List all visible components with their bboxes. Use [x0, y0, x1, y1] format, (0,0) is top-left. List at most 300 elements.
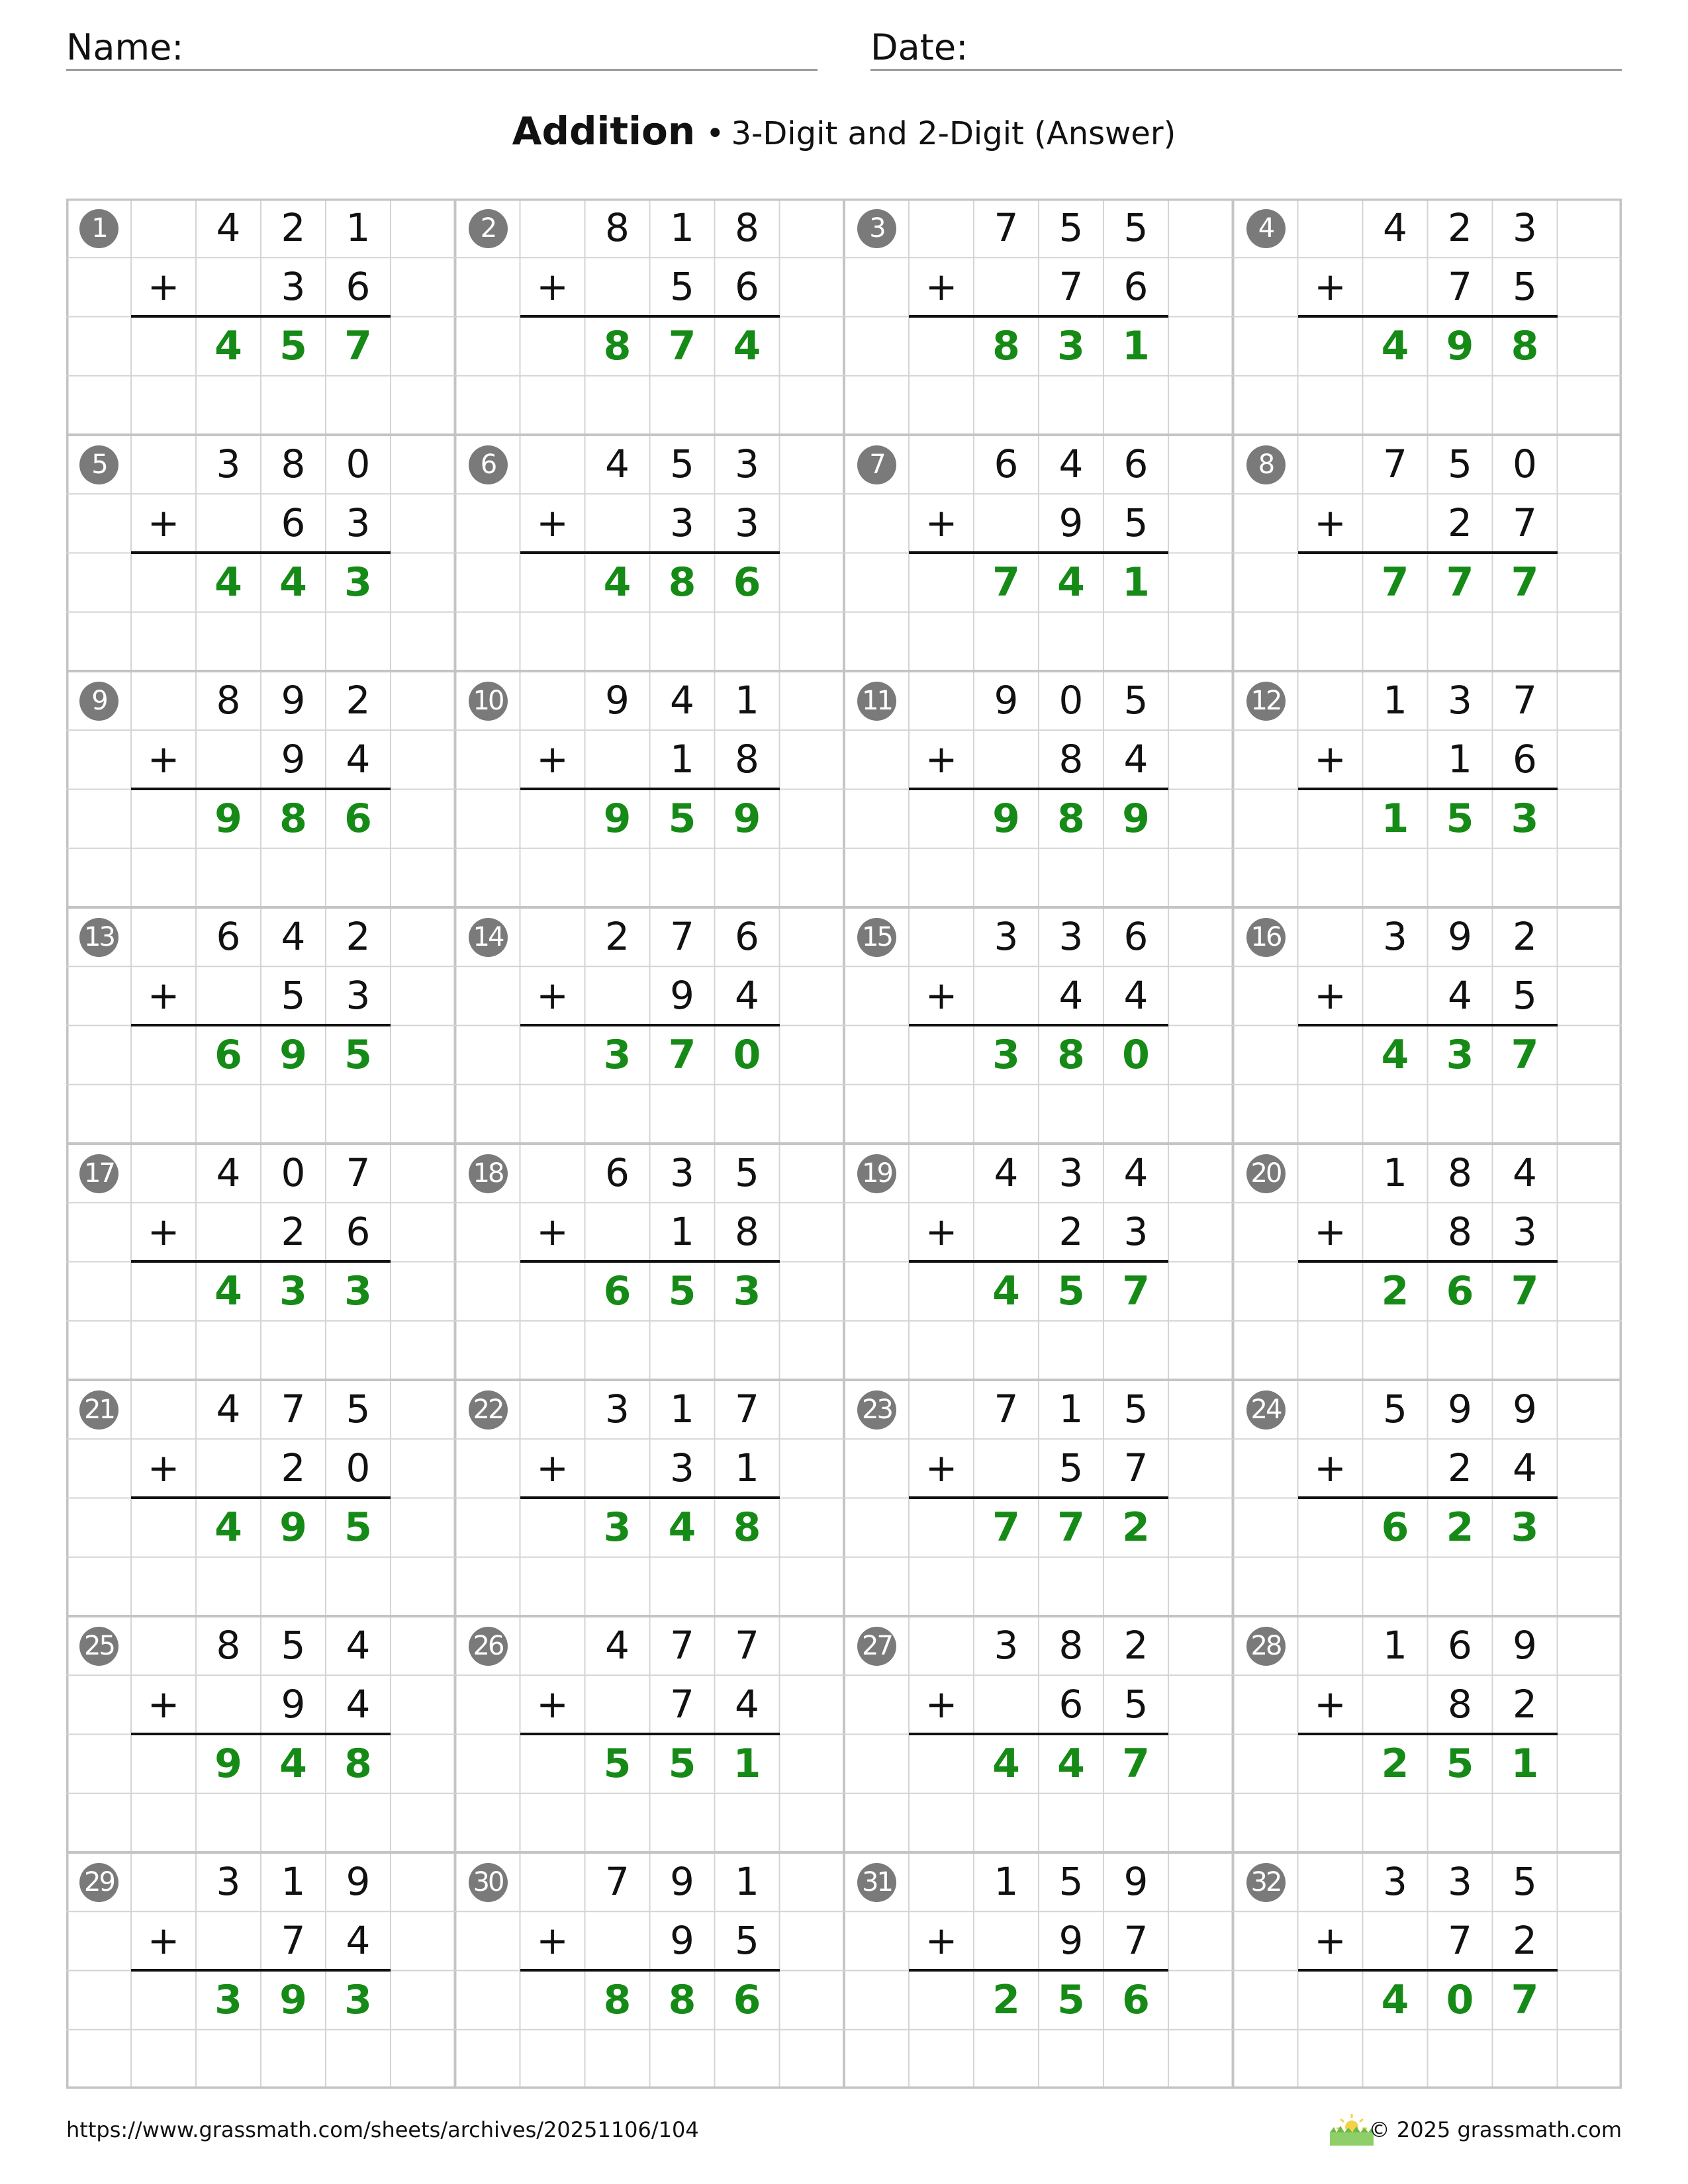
answer-digit: 3: [1511, 1504, 1539, 1551]
addend-top-digit: 9: [1448, 1387, 1472, 1432]
addend-bottom-digit: 2: [1513, 1682, 1537, 1727]
problem-8: [1233, 435, 1622, 671]
addend-bottom-digit: 3: [735, 500, 759, 546]
answer-digit: 8: [279, 795, 307, 842]
addend-top-digit: 5: [346, 1387, 371, 1432]
addend-bottom-digit: 4: [346, 1682, 371, 1727]
addend-top-digit: 1: [1383, 1150, 1407, 1195]
addend-top-digit: 5: [670, 441, 694, 486]
answer-digit: 4: [733, 322, 761, 369]
answer-digit: 8: [668, 559, 696, 606]
addend-bottom-digit: 6: [346, 264, 371, 310]
answer-digit: 9: [992, 795, 1020, 842]
answer-digit: 5: [344, 1504, 372, 1551]
plus-operator: +: [147, 1682, 180, 1727]
answer-digit: 7: [992, 1504, 1020, 1551]
addend-top-digit: 3: [1058, 1150, 1084, 1195]
problem-number-badge: 24: [1246, 1390, 1286, 1430]
title-separator: •: [706, 115, 725, 152]
answer-digit: 4: [992, 1267, 1020, 1314]
problem-number-badge: 13: [79, 918, 118, 957]
addend-top-digit: 4: [605, 1623, 630, 1668]
addend-top-digit: 3: [216, 441, 241, 486]
addend-bottom-digit: 6: [1058, 1682, 1084, 1727]
answer-digit: 5: [344, 1031, 372, 1078]
addend-bottom-digit: 7: [1513, 500, 1537, 546]
addend-top-digit: 1: [670, 205, 694, 250]
problem-number-badge: 27: [857, 1627, 896, 1666]
addend-bottom-digit: 7: [1123, 1918, 1149, 1964]
problem-17: [66, 1144, 455, 1380]
answer-digit: 4: [214, 559, 242, 606]
answer-digit: 3: [603, 1031, 632, 1078]
addend-top-digit: 8: [216, 678, 241, 723]
plus-operator: +: [147, 1918, 180, 1964]
addend-top-digit: 8: [1448, 1150, 1472, 1195]
sum-line: [1298, 1024, 1558, 1026]
problem-number-badge: 29: [79, 1863, 118, 1902]
answer-digit: 4: [603, 559, 632, 606]
addend-top-digit: 1: [735, 1859, 759, 1904]
answer-digit: 1: [1511, 1740, 1539, 1787]
problem-number-badge: 2: [469, 209, 508, 248]
plus-operator: +: [1314, 264, 1346, 310]
plus-operator: +: [147, 737, 180, 782]
answer-digit: 2: [1446, 1504, 1474, 1551]
problem-16: [1233, 907, 1622, 1144]
addend-top-digit: 3: [1448, 678, 1472, 723]
problem-2: [455, 199, 845, 435]
addend-top-digit: 4: [1123, 1150, 1149, 1195]
addend-top-digit: 7: [994, 205, 1019, 250]
sum-line: [909, 551, 1168, 554]
addend-top-digit: 4: [605, 441, 630, 486]
plus-operator: +: [536, 1209, 569, 1255]
addend-top-digit: 3: [735, 441, 759, 486]
addend-top-digit: 2: [1513, 914, 1537, 959]
addend-top-digit: 2: [605, 914, 630, 959]
answer-digit: 6: [1122, 1976, 1150, 2023]
answer-digit: 7: [992, 559, 1020, 606]
plus-operator: +: [147, 1209, 180, 1255]
answer-digit: 9: [1122, 795, 1150, 842]
answer-digit: 8: [1511, 322, 1539, 369]
problem-22: [455, 1380, 845, 1616]
sum-line: [909, 1024, 1168, 1026]
answer-digit: 2: [1381, 1267, 1409, 1314]
addend-top-digit: 7: [735, 1623, 759, 1668]
answer-digit: 2: [1122, 1504, 1150, 1551]
sum-line: [1298, 315, 1558, 318]
sum-line: [520, 1260, 780, 1263]
problem-number-badge: 15: [857, 918, 896, 957]
footer-url: https://www.grassmath.com/sheets/archives/20251106/104: [66, 2117, 699, 2142]
sum-line: [131, 1260, 391, 1263]
worksheet-title: [0, 105, 1688, 167]
answer-digit: 4: [214, 1267, 242, 1314]
answer-digit: 6: [733, 1976, 761, 2023]
addend-top-digit: 3: [994, 914, 1019, 959]
problem-27: [844, 1616, 1233, 1852]
answer-digit: 9: [733, 795, 761, 842]
addend-top-digit: 6: [735, 914, 759, 959]
plus-operator: +: [536, 264, 569, 310]
addend-top-digit: 9: [1513, 1623, 1537, 1668]
addend-top-digit: 9: [605, 678, 630, 723]
addend-top-digit: 6: [216, 914, 241, 959]
addend-bottom-digit: 8: [735, 1209, 759, 1255]
answer-digit: 6: [214, 1031, 242, 1078]
addend-bottom-digit: 2: [281, 1445, 306, 1491]
answer-digit: 9: [1446, 322, 1474, 369]
date-field[interactable]: [870, 24, 1622, 71]
plus-operator: +: [536, 500, 569, 546]
plus-operator: +: [536, 1445, 569, 1491]
addend-bottom-digit: 4: [346, 737, 371, 782]
sum-line: [131, 788, 391, 790]
addend-top-digit: 1: [1058, 1387, 1084, 1432]
problem-13: [66, 907, 455, 1144]
answer-digit: 7: [1122, 1740, 1150, 1787]
problem-18: [455, 1144, 845, 1380]
addend-bottom-digit: 4: [346, 1918, 371, 1964]
answer-digit: 3: [344, 1976, 372, 2023]
addend-bottom-digit: 5: [1123, 500, 1149, 546]
problem-number-badge: 1: [79, 209, 118, 248]
answer-digit: 8: [668, 1976, 696, 2023]
answer-digit: 3: [344, 1267, 372, 1314]
addend-top-digit: 9: [1123, 1859, 1149, 1904]
addend-top-digit: 3: [994, 1623, 1019, 1668]
addend-top-digit: 3: [1448, 1859, 1472, 1904]
sum-line: [131, 1969, 391, 1972]
addend-top-digit: 9: [994, 678, 1019, 723]
answer-digit: 7: [344, 322, 372, 369]
problem-20: [1233, 1144, 1622, 1380]
answer-digit: 9: [214, 1740, 242, 1787]
addend-bottom-digit: 8: [1448, 1682, 1472, 1727]
addend-bottom-digit: 4: [735, 1682, 759, 1727]
problem-31: [844, 1852, 1233, 2089]
addend-bottom-digit: 6: [735, 264, 759, 310]
plus-operator: +: [925, 1209, 958, 1255]
sum-line: [909, 315, 1168, 318]
plus-operator: +: [925, 264, 958, 310]
answer-digit: 5: [1446, 795, 1474, 842]
problem-24: [1233, 1380, 1622, 1616]
addend-top-digit: 7: [1513, 678, 1537, 723]
sum-line: [1298, 1260, 1558, 1263]
answer-digit: 8: [1057, 1031, 1085, 1078]
addend-top-digit: 6: [994, 441, 1019, 486]
plus-operator: +: [925, 500, 958, 546]
addend-bottom-digit: 2: [1448, 1445, 1472, 1491]
addend-top-digit: 3: [1383, 1859, 1407, 1904]
answer-digit: 4: [1057, 559, 1085, 606]
problem-14: [455, 907, 845, 1144]
answer-digit: 0: [1446, 1976, 1474, 2023]
addend-bottom-digit: 3: [670, 1445, 694, 1491]
plus-operator: +: [536, 737, 569, 782]
answer-digit: 3: [279, 1267, 307, 1314]
answer-digit: 7: [668, 1031, 696, 1078]
addend-top-digit: 1: [346, 205, 371, 250]
answer-digit: 4: [1381, 322, 1409, 369]
addend-bottom-digit: 7: [1448, 1918, 1472, 1964]
sum-line: [520, 315, 780, 318]
plus-operator: +: [925, 1682, 958, 1727]
answer-digit: 9: [279, 1504, 307, 1551]
addend-bottom-digit: 4: [1123, 973, 1149, 1019]
plus-operator: +: [925, 1445, 958, 1491]
sum-line: [1298, 1496, 1558, 1499]
problem-number-badge: 21: [79, 1390, 118, 1430]
addend-bottom-digit: 5: [735, 1918, 759, 1964]
problem-number-badge: 10: [469, 682, 508, 721]
answer-digit: 6: [603, 1267, 632, 1314]
addend-bottom-digit: 1: [670, 1209, 694, 1255]
answer-digit: 4: [279, 559, 307, 606]
plus-operator: +: [147, 500, 180, 546]
problem-number-badge: 6: [469, 445, 508, 484]
title-main: Addition: [512, 109, 696, 154]
addend-bottom-digit: 9: [1058, 500, 1084, 546]
answer-digit: 9: [279, 1976, 307, 2023]
problem-29: [66, 1852, 455, 2089]
addend-bottom-digit: 6: [346, 1209, 371, 1255]
answer-digit: 7: [1511, 1267, 1539, 1314]
answer-digit: 7: [668, 322, 696, 369]
answer-digit: 7: [1057, 1504, 1085, 1551]
sum-line: [131, 1496, 391, 1499]
answer-digit: 7: [1122, 1267, 1150, 1314]
answer-digit: 4: [214, 1504, 242, 1551]
answer-digit: 4: [1057, 1740, 1085, 1787]
addend-bottom-digit: 6: [1123, 264, 1149, 310]
addend-top-digit: 5: [1448, 441, 1472, 486]
sum-line: [1298, 1733, 1558, 1735]
answer-digit: 3: [1511, 795, 1539, 842]
sum-line: [520, 1496, 780, 1499]
problem-number-badge: 31: [857, 1863, 896, 1902]
answer-digit: 0: [733, 1031, 761, 1078]
answer-digit: 4: [992, 1740, 1020, 1787]
addend-top-digit: 1: [735, 678, 759, 723]
addend-bottom-digit: 2: [1058, 1209, 1084, 1255]
footer-copyright: © 2025 grassmath.com: [1368, 2117, 1622, 2142]
addend-bottom-digit: 5: [670, 264, 694, 310]
problem-3: [844, 199, 1233, 435]
name-label: Name:: [66, 26, 184, 68]
answer-digit: 8: [603, 1976, 632, 2023]
addend-bottom-digit: 5: [1513, 973, 1537, 1019]
addend-top-digit: 5: [1058, 205, 1084, 250]
problem-number-badge: 26: [469, 1627, 508, 1666]
addend-top-digit: 6: [1448, 1623, 1472, 1668]
addend-top-digit: 5: [281, 1623, 306, 1668]
plus-operator: +: [147, 264, 180, 310]
answer-digit: 9: [214, 795, 242, 842]
addend-top-digit: 9: [1513, 1387, 1537, 1432]
addend-top-digit: 1: [670, 1387, 694, 1432]
answer-digit: 3: [733, 1267, 761, 1314]
sum-line: [131, 315, 391, 318]
answer-digit: 1: [1122, 322, 1150, 369]
addend-top-digit: 8: [735, 205, 759, 250]
addend-top-digit: 1: [1383, 678, 1407, 723]
addend-top-digit: 9: [281, 678, 306, 723]
sum-line: [520, 1733, 780, 1735]
sum-line: [1298, 1969, 1558, 1972]
sum-line: [131, 1733, 391, 1735]
answer-digit: 3: [1446, 1031, 1474, 1078]
addend-bottom-digit: 7: [1123, 1445, 1149, 1491]
addend-bottom-digit: 7: [1058, 264, 1084, 310]
plus-operator: +: [536, 1682, 569, 1727]
addend-top-digit: 1: [994, 1859, 1019, 1904]
answer-digit: 7: [1511, 559, 1539, 606]
problem-grid: [66, 199, 1622, 2089]
sum-line: [131, 551, 391, 554]
addend-top-digit: 4: [1513, 1150, 1537, 1195]
addend-top-digit: 9: [346, 1859, 371, 1904]
problem-7: [844, 435, 1233, 671]
problem-9: [66, 671, 455, 907]
addend-bottom-digit: 3: [1123, 1209, 1149, 1255]
addend-top-digit: 2: [281, 205, 306, 250]
addend-bottom-digit: 4: [1058, 973, 1084, 1019]
answer-digit: 5: [603, 1740, 632, 1787]
addend-top-digit: 5: [1383, 1387, 1407, 1432]
addend-top-digit: 6: [1123, 914, 1149, 959]
plus-operator: +: [1314, 1445, 1346, 1491]
sum-line: [520, 551, 780, 554]
plus-operator: +: [536, 1918, 569, 1964]
addend-bottom-digit: 7: [670, 1682, 694, 1727]
problem-number-badge: 16: [1246, 918, 1286, 957]
answer-digit: 3: [344, 559, 372, 606]
answer-digit: 0: [1122, 1031, 1150, 1078]
problem-number-badge: 20: [1246, 1154, 1286, 1193]
addend-bottom-digit: 5: [281, 973, 306, 1019]
addend-bottom-digit: 1: [1448, 737, 1472, 782]
addend-top-digit: 0: [281, 1150, 306, 1195]
answer-digit: 1: [1122, 559, 1150, 606]
addend-bottom-digit: 5: [1123, 1682, 1149, 1727]
answer-digit: 8: [603, 322, 632, 369]
answer-digit: 6: [733, 559, 761, 606]
answer-digit: 2: [1381, 1740, 1409, 1787]
addend-bottom-digit: 8: [735, 737, 759, 782]
addend-top-digit: 6: [605, 1150, 630, 1195]
addend-top-digit: 6: [1123, 441, 1149, 486]
addend-top-digit: 7: [281, 1387, 306, 1432]
problem-number-badge: 22: [469, 1390, 508, 1430]
addend-top-digit: 5: [1123, 678, 1149, 723]
addend-bottom-digit: 9: [670, 1918, 694, 1964]
addend-bottom-digit: 5: [1513, 264, 1537, 310]
addend-top-digit: 3: [1383, 914, 1407, 959]
addend-top-digit: 1: [1383, 1623, 1407, 1668]
addend-top-digit: 4: [281, 914, 306, 959]
problem-number-badge: 3: [857, 209, 896, 248]
answer-digit: 5: [1057, 1267, 1085, 1314]
problem-number-badge: 8: [1246, 445, 1286, 484]
sum-line: [520, 788, 780, 790]
addend-top-digit: 2: [346, 914, 371, 959]
answer-digit: 4: [214, 322, 242, 369]
answer-digit: 5: [1057, 1976, 1085, 2023]
problem-number-badge: 32: [1246, 1863, 1286, 1902]
addend-top-digit: 3: [1058, 914, 1084, 959]
addend-top-digit: 0: [1058, 678, 1084, 723]
problem-5: [66, 435, 455, 671]
addend-top-digit: 9: [1448, 914, 1472, 959]
problem-25: [66, 1616, 455, 1852]
plus-operator: +: [1314, 737, 1346, 782]
addend-bottom-digit: 4: [1448, 973, 1472, 1019]
answer-digit: 1: [1381, 795, 1409, 842]
answer-digit: 7: [1511, 1976, 1539, 2023]
name-field[interactable]: [66, 24, 818, 71]
problem-number-badge: 18: [469, 1154, 508, 1193]
addend-top-digit: 2: [1123, 1623, 1149, 1668]
addend-bottom-digit: 1: [735, 1445, 759, 1491]
addend-top-digit: 4: [1383, 205, 1407, 250]
sum-line: [131, 1024, 391, 1026]
answer-digit: 5: [1446, 1740, 1474, 1787]
problem-number-badge: 5: [79, 445, 118, 484]
problem-19: [844, 1144, 1233, 1380]
addend-bottom-digit: 9: [281, 737, 306, 782]
plus-operator: +: [925, 1918, 958, 1964]
answer-digit: 6: [1381, 1504, 1409, 1551]
answer-digit: 7: [1381, 559, 1409, 606]
answer-digit: 8: [733, 1504, 761, 1551]
addend-top-digit: 2: [346, 678, 371, 723]
addend-top-digit: 7: [670, 1623, 694, 1668]
answer-digit: 3: [1057, 322, 1085, 369]
addend-bottom-digit: 3: [346, 973, 371, 1019]
addend-top-digit: 4: [346, 1623, 371, 1668]
sum-line: [909, 1260, 1168, 1263]
answer-digit: 9: [603, 795, 632, 842]
sum-line: [909, 1733, 1168, 1735]
sum-line: [909, 1496, 1168, 1499]
answer-digit: 4: [1381, 1031, 1409, 1078]
addend-bottom-digit: 6: [281, 500, 306, 546]
addend-top-digit: 8: [281, 441, 306, 486]
addend-bottom-digit: 5: [1058, 1445, 1084, 1491]
addend-top-digit: 3: [605, 1387, 630, 1432]
answer-digit: 1: [733, 1740, 761, 1787]
problem-30: [455, 1852, 845, 2089]
answer-digit: 8: [1057, 795, 1085, 842]
plus-operator: +: [147, 1445, 180, 1491]
plus-operator: +: [925, 973, 958, 1019]
problem-26: [455, 1616, 845, 1852]
plus-operator: +: [1314, 1209, 1346, 1255]
plus-operator: +: [1314, 500, 1346, 546]
plus-operator: +: [1314, 1918, 1346, 1964]
addend-bottom-digit: 8: [1448, 1209, 1472, 1255]
problem-number-badge: 11: [857, 682, 896, 721]
problem-28: [1233, 1616, 1622, 1852]
problem-32: [1233, 1852, 1622, 2089]
addend-bottom-digit: 3: [346, 500, 371, 546]
addend-top-digit: 3: [670, 1150, 694, 1195]
addend-top-digit: 8: [605, 205, 630, 250]
